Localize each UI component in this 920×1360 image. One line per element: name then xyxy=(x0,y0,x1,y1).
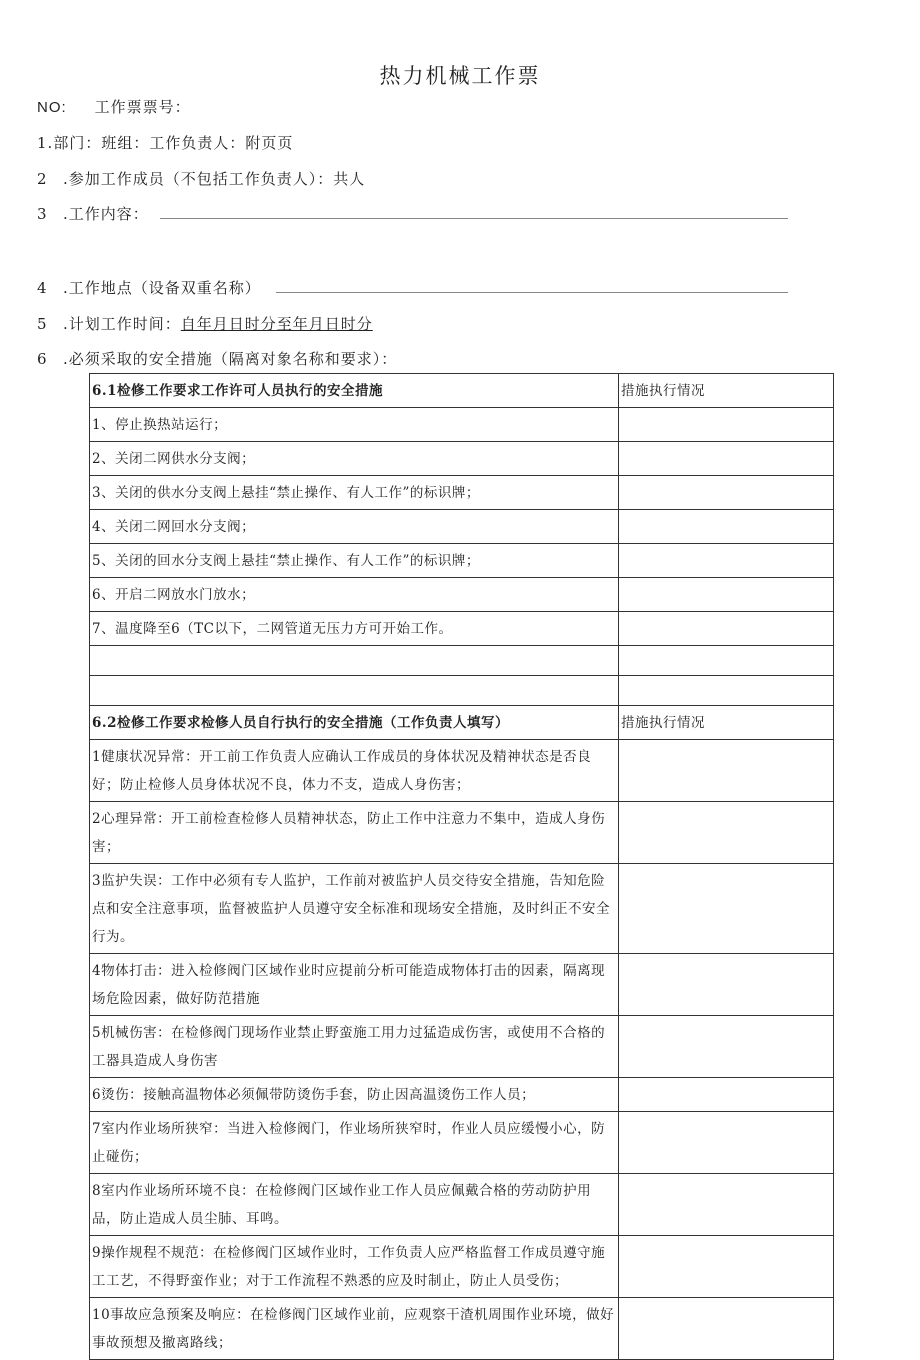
status-cell[interactable] xyxy=(619,954,834,1016)
measure-item: 8室内作业场所环境不良：在检修阀门区域作业工作人员应佩戴合格的劳动防护用品，防止造成人员尘肺、耳鸣。 xyxy=(90,1174,619,1236)
work-location-field[interactable] xyxy=(276,292,788,293)
table-row xyxy=(90,578,834,612)
page-title: 热力机械工作票 xyxy=(379,64,541,88)
line3-num: 3 xyxy=(37,205,48,223)
table-row xyxy=(90,510,834,544)
measure-item: 6烫伤：接触高温物体必须佩带防烫伤手套，防止因高温烫伤工作人员； xyxy=(90,1078,619,1112)
table-row xyxy=(90,864,834,954)
ticket-number-label: 工作票票号： xyxy=(94,98,191,116)
line2-num: 2 xyxy=(37,170,48,188)
measure-item: 2、关闭二网供水分支阀； xyxy=(90,442,619,476)
section1-status-header: 措施执行情况 xyxy=(619,374,834,408)
status-cell[interactable] xyxy=(619,864,834,954)
table-row xyxy=(90,1236,834,1298)
line2-text: .参加工作成员（不包括工作负责人）：共人 xyxy=(63,170,366,188)
status-cell[interactable] xyxy=(619,1174,834,1236)
measure-item: 9操作规程不规范：在检修阀门区域作业时，工作负责人应严格监督工作成员遵守施工工艺，不得野蛮作业；对于工作流程不熟悉的应及时制止，防止人员受伤； xyxy=(90,1236,619,1298)
status-cell[interactable] xyxy=(619,544,834,578)
status-cell[interactable] xyxy=(619,676,834,706)
line1-text: 部门：班组：工作负责人：附页页 xyxy=(53,134,294,152)
status-cell[interactable] xyxy=(619,1112,834,1174)
table-row xyxy=(90,1298,834,1360)
no-label: NO: xyxy=(37,99,67,116)
table-row xyxy=(90,676,834,706)
line6-text: .必须采取的安全措施（隔离对象名称和要求）： xyxy=(63,350,398,368)
work-location-line xyxy=(37,277,261,298)
line4-text: .工作地点（设备双重名称） xyxy=(63,279,261,297)
empty-measure-cell[interactable] xyxy=(90,676,619,706)
measure-item: 5、关闭的回水分支阀上悬挂“禁止操作、有人工作”的标识牌； xyxy=(90,544,619,578)
table-row xyxy=(90,1078,834,1112)
table-row xyxy=(90,476,834,510)
measure-item: 7、温度降至6（TC以下，二网管道无压力方可开始工作。 xyxy=(90,612,619,646)
empty-measure-cell[interactable] xyxy=(90,646,619,676)
line4-num: 4 xyxy=(37,279,48,297)
table-row xyxy=(90,612,834,646)
measure-item: 1健康状况异常：开工前工作负责人应确认工作成员的身体状况及精神状态是否良好；防止检修人员身体状况不良，体力不支，造成人身伤害； xyxy=(90,740,619,802)
measure-item: 4、关闭二网回水分支阀； xyxy=(90,510,619,544)
measure-item: 1、停止换热站运行； xyxy=(90,408,619,442)
table-row xyxy=(90,408,834,442)
ticket-number-line xyxy=(37,96,191,117)
table-row xyxy=(90,1174,834,1236)
table-row xyxy=(90,1112,834,1174)
department-line xyxy=(37,132,293,153)
line3-text: .工作内容： xyxy=(63,205,149,223)
status-cell[interactable] xyxy=(619,612,834,646)
section2-header: 6.2检修工作要求检修人员自行执行的安全措施（工作负责人填写） xyxy=(90,706,619,740)
section2-header-row xyxy=(90,706,834,740)
table-row xyxy=(90,442,834,476)
table-row xyxy=(90,544,834,578)
table-row xyxy=(90,740,834,802)
measure-item: 3监护失误：工作中必须有专人监护，工作前对被监护人员交待安全措施，告知危险点和安全注意事项，监督被监护人员遵守安全标准和现场安全措施，及时纠正不安全行为。 xyxy=(90,864,619,954)
safety-measures-line xyxy=(37,348,397,369)
work-content-line xyxy=(37,203,149,224)
measure-item: 3、关闭的供水分支阀上悬挂“禁止操作、有人工作”的标识牌； xyxy=(90,476,619,510)
status-cell[interactable] xyxy=(619,802,834,864)
status-cell[interactable] xyxy=(619,1078,834,1112)
line5-text: .计划工作时间： xyxy=(63,315,181,333)
table-row xyxy=(90,1016,834,1078)
members-line xyxy=(37,168,365,189)
table-row xyxy=(90,646,834,676)
status-cell[interactable] xyxy=(619,476,834,510)
planned-time-line xyxy=(37,313,373,334)
measure-item: 4物体打击：进入检修阀门区域作业时应提前分析可能造成物体打击的因素，隔离现场危险因素，做好防范措施 xyxy=(90,954,619,1016)
status-cell[interactable] xyxy=(619,578,834,612)
status-cell[interactable] xyxy=(619,408,834,442)
status-cell[interactable] xyxy=(619,1236,834,1298)
status-cell[interactable] xyxy=(619,510,834,544)
work-content-field[interactable] xyxy=(160,218,788,219)
status-cell[interactable] xyxy=(619,1016,834,1078)
section1-header-row xyxy=(90,374,834,408)
line5-num: 5 xyxy=(37,315,48,333)
line1-num: 1. xyxy=(37,134,54,152)
measure-item: 5机械伤害：在检修阀门现场作业禁止野蛮施工用力过猛造成伤害，或使用不合格的工器具造成人身伤害 xyxy=(90,1016,619,1078)
table-row xyxy=(90,954,834,1016)
safety-measures-table xyxy=(89,373,834,1360)
status-cell[interactable] xyxy=(619,1298,834,1360)
measure-item: 10事故应急预案及响应：在检修阀门区域作业前，应观察干渣机周围作业环境，做好事故预想及撤离路线； xyxy=(90,1298,619,1360)
planned-time-value[interactable]: 自年月日时分至年月日时分 xyxy=(180,315,373,333)
section1-header: 6.1检修工作要求工作许可人员执行的安全措施 xyxy=(90,374,619,408)
measure-item: 6、开启二网放水门放水； xyxy=(90,578,619,612)
line6-num: 6 xyxy=(37,350,48,368)
measure-item: 7室内作业场所狭窄：当进入检修阀门，作业场所狭窄时，作业人员应缓慢小心，防止碰伤； xyxy=(90,1112,619,1174)
status-cell[interactable] xyxy=(619,646,834,676)
status-cell[interactable] xyxy=(619,442,834,476)
section2-status-header: 措施执行情况 xyxy=(619,706,834,740)
measure-item: 2心理异常：开工前检查检修人员精神状态，防止工作中注意力不集中，造成人身伤害； xyxy=(90,802,619,864)
status-cell[interactable] xyxy=(619,740,834,802)
table-row xyxy=(90,802,834,864)
